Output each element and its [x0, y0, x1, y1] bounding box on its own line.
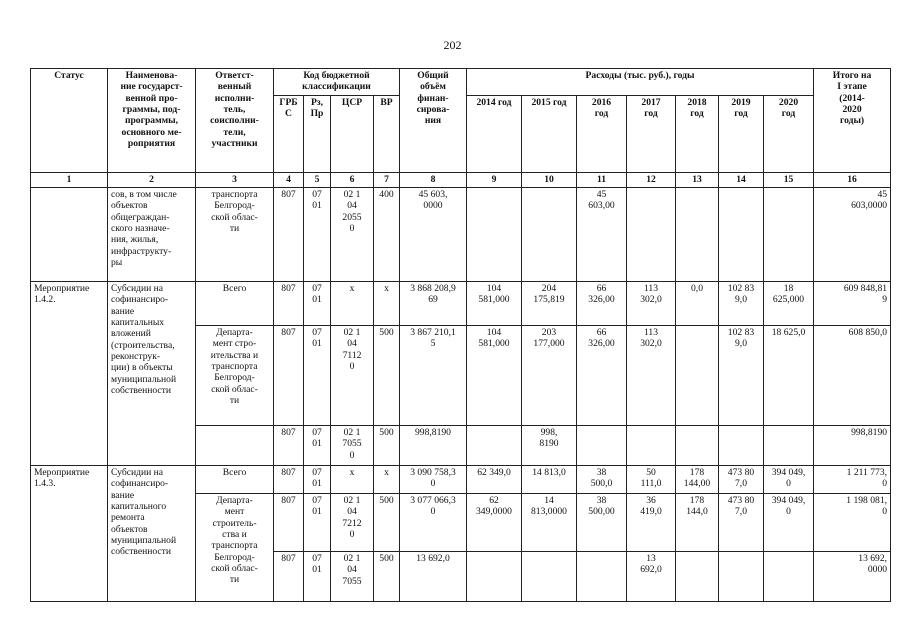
grbs-cell: 807 [274, 188, 304, 282]
year-2016-cell: 38 500,00 [577, 494, 627, 552]
year-2017-cell [627, 426, 676, 466]
column-number: 8 [400, 173, 467, 188]
column-number: 1 [31, 173, 108, 188]
header-stage-total: Итого на I этапе (2014- 2020 годы) [814, 69, 891, 173]
stage-total-cell: 998,8190 [814, 426, 891, 466]
year-2017-cell: 13 692,0 [627, 552, 676, 602]
year-2020-cell: 394 049, 0 [764, 466, 814, 494]
year-2015-cell: 998, 8190 [522, 426, 577, 466]
header-grbs: ГРБ С [274, 96, 304, 173]
csr-cell: х [331, 466, 374, 494]
rzpr-cell: 07 01 [304, 466, 331, 494]
year-2014-cell [467, 426, 522, 466]
column-number: 10 [522, 173, 577, 188]
grbs-cell: 807 [274, 426, 304, 466]
rzpr-cell: 07 01 [304, 282, 331, 326]
csr-cell: х [331, 282, 374, 326]
rzpr-cell: 07 01 [304, 426, 331, 466]
vr-cell: 500 [374, 426, 400, 466]
status-cell: Мероприятие 1.4.3. [31, 466, 108, 602]
year-2015-cell: 14 813,0000 [522, 494, 577, 552]
column-number: 7 [374, 173, 400, 188]
grbs-cell: 807 [274, 282, 304, 326]
year-2015-cell [522, 552, 577, 602]
column-number: 14 [719, 173, 764, 188]
vr-cell: х [374, 466, 400, 494]
year-2017-cell: 113 302,0 [627, 326, 676, 426]
year-2014-cell [467, 188, 522, 282]
year-2019-cell: 473 80 7,0 [719, 466, 764, 494]
column-number: 2 [108, 173, 196, 188]
table-row [31, 282, 891, 326]
csr-cell: 02 1 04 7212 0 [331, 494, 374, 552]
responsible-cell: Всего [196, 466, 274, 494]
vr-cell: х [374, 282, 400, 326]
year-2015-cell: 14 813,0 [522, 466, 577, 494]
header-year-2015: 2015 год [522, 96, 577, 173]
year-2018-cell [676, 188, 719, 282]
column-number: 15 [764, 173, 814, 188]
column-number: 3 [196, 173, 274, 188]
year-2018-cell [676, 426, 719, 466]
grbs-cell: 807 [274, 326, 304, 426]
budget-table [30, 68, 891, 602]
stage-total-cell: 45 603,0000 [814, 188, 891, 282]
total-cell: 3 077 066,3 0 [400, 494, 467, 552]
year-2016-cell: 66 326,00 [577, 282, 627, 326]
year-2014-cell: 62 349,0 [467, 466, 522, 494]
year-2019-cell [719, 426, 764, 466]
total-cell: 45 603, 0000 [400, 188, 467, 282]
column-number: 9 [467, 173, 522, 188]
year-2017-cell: 113 302,0 [627, 282, 676, 326]
vr-cell: 500 [374, 326, 400, 426]
year-2019-cell [719, 552, 764, 602]
total-cell: 3 868 208,9 69 [400, 282, 467, 326]
year-2019-cell: 102 83 9,0 [719, 282, 764, 326]
year-2019-cell [719, 188, 764, 282]
header-budget-code: Код бюджетной классификации [274, 69, 400, 96]
total-cell: 998,8190 [400, 426, 467, 466]
year-2014-cell: 62 349,0000 [467, 494, 522, 552]
csr-cell: 02 1 7055 0 [331, 426, 374, 466]
year-2020-cell [764, 426, 814, 466]
year-2018-cell: 178 144,0 [676, 494, 719, 552]
header-total-volume: Общий объём финан- сирова- ния [400, 69, 467, 173]
year-2017-cell: 36 419,0 [627, 494, 676, 552]
status-cell [31, 188, 108, 282]
header-name: Наименова- ние государст- венной про- граммы, под- программы, основного ме- роприятия [108, 69, 196, 173]
rzpr-cell: 07 01 [304, 326, 331, 426]
csr-cell: 02 1 04 7055 [331, 552, 374, 602]
column-number: 13 [676, 173, 719, 188]
year-2016-cell: 66 326,00 [577, 326, 627, 426]
grbs-cell: 807 [274, 494, 304, 552]
year-2019-cell: 102 83 9,0 [719, 326, 764, 426]
column-number: 6 [331, 173, 374, 188]
header-year-2020: 2020 год [764, 96, 814, 173]
vr-cell: 500 [374, 494, 400, 552]
responsible-cell: Всего [196, 282, 274, 326]
name-cell: Субсидии на софинансиро- вание капитальных вложений (строительства, реконструк- ции) в объекты муниципальной собственности [108, 282, 196, 466]
vr-cell: 400 [374, 188, 400, 282]
rzpr-cell: 07 01 [304, 188, 331, 282]
year-2020-cell [764, 552, 814, 602]
header-year-2014: 2014 год [467, 96, 522, 173]
year-2014-cell [467, 552, 522, 602]
header-year-2019: 2019 год [719, 96, 764, 173]
responsible-cell [196, 426, 274, 466]
year-2017-cell [627, 188, 676, 282]
year-2020-cell: 394 049, 0 [764, 494, 814, 552]
header-expenses: Расходы (тыс. руб.), годы [467, 69, 814, 96]
rzpr-cell: 07 01 [304, 494, 331, 552]
column-number: 16 [814, 173, 891, 188]
year-2014-cell: 104 581,000 [467, 326, 522, 426]
column-number: 5 [304, 173, 331, 188]
column-number-row [31, 173, 891, 188]
stage-total-cell: 608 850,0 [814, 326, 891, 426]
csr-cell: 02 1 04 7112 0 [331, 326, 374, 426]
grbs-cell: 807 [274, 466, 304, 494]
year-2018-cell [676, 552, 719, 602]
year-2016-cell [577, 552, 627, 602]
header-status: Статус [31, 69, 108, 173]
stage-total-cell: 1 211 773, 0 [814, 466, 891, 494]
table-row [31, 188, 891, 282]
status-cell: Мероприятие 1.4.2. [31, 282, 108, 466]
year-2016-cell: 45 603,00 [577, 188, 627, 282]
year-2017-cell: 50 111,0 [627, 466, 676, 494]
rzpr-cell: 07 01 [304, 552, 331, 602]
year-2015-cell [522, 188, 577, 282]
header-year-2018: 2018 год [676, 96, 719, 173]
year-2016-cell: 38 500,0 [577, 466, 627, 494]
header-rzpr: Рз, Пр [304, 96, 331, 173]
header-year-2017: 2017 год [627, 96, 676, 173]
year-2015-cell: 204 175,819 [522, 282, 577, 326]
year-2018-cell [676, 326, 719, 426]
total-cell: 13 692,0 [400, 552, 467, 602]
name-cell: сов, в том числе объектов общеграждан- ского назначе- ния, жилья, инфраструкту- ры [108, 188, 196, 282]
header-row [31, 69, 891, 96]
year-2020-cell [764, 188, 814, 282]
page-number: 202 [443, 38, 462, 52]
column-number: 4 [274, 173, 304, 188]
year-2020-cell: 18 625,0 [764, 326, 814, 426]
year-2015-cell: 203 177,000 [522, 326, 577, 426]
stage-total-cell: 609 848,81 9 [814, 282, 891, 326]
header-csr: ЦСР [331, 96, 374, 173]
year-2018-cell: 178 144,00 [676, 466, 719, 494]
vr-cell: 500 [374, 552, 400, 602]
header-year-2016: 2016 год [577, 96, 627, 173]
column-number: 11 [577, 173, 627, 188]
table-row [31, 466, 891, 494]
total-cell: 3 867 210,1 5 [400, 326, 467, 426]
year-2014-cell: 104 581,000 [467, 282, 522, 326]
year-2018-cell: 0,0 [676, 282, 719, 326]
responsible-cell: Департа- мент строитель- ства и транспорта Белгород- ской облас- ти [196, 494, 274, 602]
stage-total-cell: 1 198 081, 0 [814, 494, 891, 552]
grbs-cell: 807 [274, 552, 304, 602]
responsible-cell: Департа- мент стро- ительства и транспорта Белгород- ской облас- ти [196, 326, 274, 426]
header-vr: ВР [374, 96, 400, 173]
csr-cell: 02 1 04 2055 0 [331, 188, 374, 282]
responsible-cell: транспорта Белгород- ской облас- ти [196, 188, 274, 282]
year-2016-cell [577, 426, 627, 466]
year-2020-cell: 18 625,000 [764, 282, 814, 326]
header-responsible: Ответст- венный исполни- тель, соисполни- тели, участники [196, 69, 274, 173]
total-cell: 3 090 758,3 0 [400, 466, 467, 494]
column-number: 12 [627, 173, 676, 188]
stage-total-cell: 13 692, 0000 [814, 552, 891, 602]
name-cell: Субсидии на софинансиро- вание капитального ремонта объектов муниципальной собственности [108, 466, 196, 602]
year-2019-cell: 473 80 7,0 [719, 494, 764, 552]
